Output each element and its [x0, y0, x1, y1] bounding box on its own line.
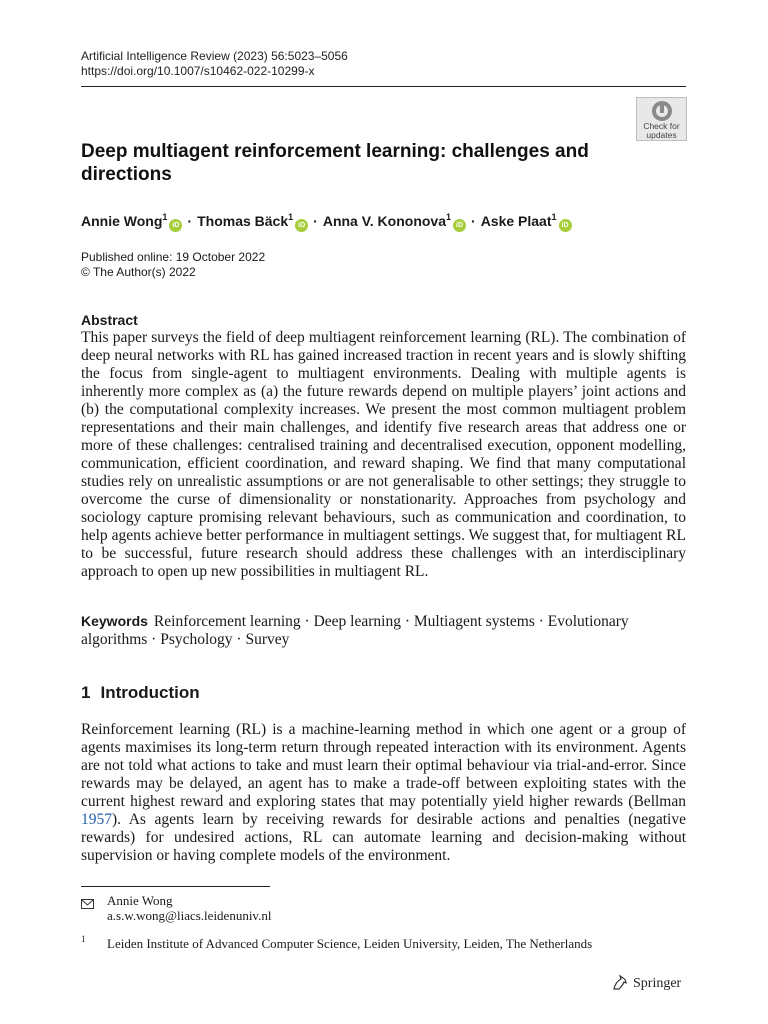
footnote-rule — [81, 886, 270, 887]
doi-link[interactable]: https://doi.org/10.1007/s10462-022-10299-x — [81, 64, 315, 78]
orcid-icon[interactable]: iD — [295, 219, 308, 232]
citation-link[interactable]: 1957 — [81, 811, 112, 828]
keywords-label: Keywords — [81, 613, 148, 629]
keywords — [81, 612, 686, 649]
author[interactable]: Annie Wong$^1$iD — [81, 213, 182, 229]
check-updates-icon — [651, 100, 673, 122]
journal-citation: Artificial Intelligence Review (2023) 56:5023–5056 — [81, 49, 348, 63]
section-heading — [81, 683, 200, 703]
envelope-icon — [81, 896, 94, 914]
corresponding-author-name: Annie Wong — [107, 893, 173, 908]
copyright: © The Author(s) 2022 — [81, 265, 196, 279]
intro-text: Reinforcement learning (RL) is a machine-learning method in which one agent or a group of agents maximises its long-term return through repeated interaction with its environment. Agents are not told what actions to take and must learn their optimal behaviour via trial-and-error. Since rewards may be delayed, an agent has to make a trade-off between exploiting states with the current highest reward and exploring states that may potentially yield higher rewards (Bellman 1957). As agents learn by receiving rewards for desirable actions and penalties (negative rewards) for undesired actions, RL can automate learning and decision-making without supervision or having complete models of the environment. — [81, 721, 686, 864]
orcid-icon[interactable]: iD — [453, 219, 466, 232]
author-list: Annie Wong$^1$iD · Thomas Bäck$^1$iD · Anna V. Kononova$^1$iD · Aske Plaat$^1$iD — [81, 208, 572, 232]
orcid-icon[interactable]: iD — [559, 219, 572, 232]
publisher-name: Springer — [633, 976, 682, 991]
section-title: Introduction — [100, 683, 200, 702]
section-number: 1 — [81, 683, 91, 702]
header-rule — [81, 86, 686, 87]
abstract-text: This paper surveys the field of deep multiagent reinforcement learning (RL). The combination of deep neural networks with RL has gained increased traction in recent years and is slowly shifting the focus from single-agent to multiagent environments. Dealing with multiple agents is inherently more complex as (a) the future rewards depend on multiple players’ joint actions and (b) the computational complexity increases. We present the most common multiagent problem representations and their main challenges, and identify five research areas that address one or more of these challenges: centralised training and decentralised execution, opponent modelling, communication, efficient coordination, and reward shaping. We find that many computational studies rely on unrealistic assumptions or are not generalisable to other settings; they struggle to overcome the curse of dimensionality or nonstationarity. Approaches from psychology and sociology capture promising relevant behaviours, such as communication and coordination, to help agents achieve better performance in multiagent settings. We suggest that, for multiagent RL to be successful, future research should address these challenges with an interdisciplinary approach to open up new possibilities in multiagent RL. — [81, 329, 686, 580]
check-updates-label: Check for updates — [643, 121, 680, 140]
published-date: Published online: 19 October 2022 — [81, 250, 266, 264]
publisher-logo — [611, 973, 681, 994]
abstract-heading: Abstract — [81, 312, 138, 328]
author[interactable]: Anna V. Kononova$^1$iD — [323, 213, 466, 229]
keywords-text: Reinforcement learning · Deep learning · Multiagent systems · Evolutionary algorithms · Psychology · Survey — [81, 613, 629, 648]
orcid-icon[interactable]: iD — [169, 219, 182, 232]
paper-title: Deep multiagent reinforcement learning: challenges and directions — [81, 141, 589, 185]
publication-info — [81, 250, 265, 280]
affiliation: Leiden Institute of Advanced Computer Science, Leiden University, Leiden, The Netherlands — [107, 936, 593, 951]
springer-horse-icon — [611, 973, 629, 991]
affiliation-number: 1 — [81, 934, 86, 944]
author[interactable]: Aske Plaat$^1$iD — [481, 213, 572, 229]
check-for-updates-badge[interactable] — [636, 97, 687, 141]
corresponding-author-email[interactable]: a.s.w.wong@liacs.leidenuniv.nl — [107, 908, 272, 923]
author[interactable]: Thomas Bäck$^1$iD — [197, 213, 308, 229]
